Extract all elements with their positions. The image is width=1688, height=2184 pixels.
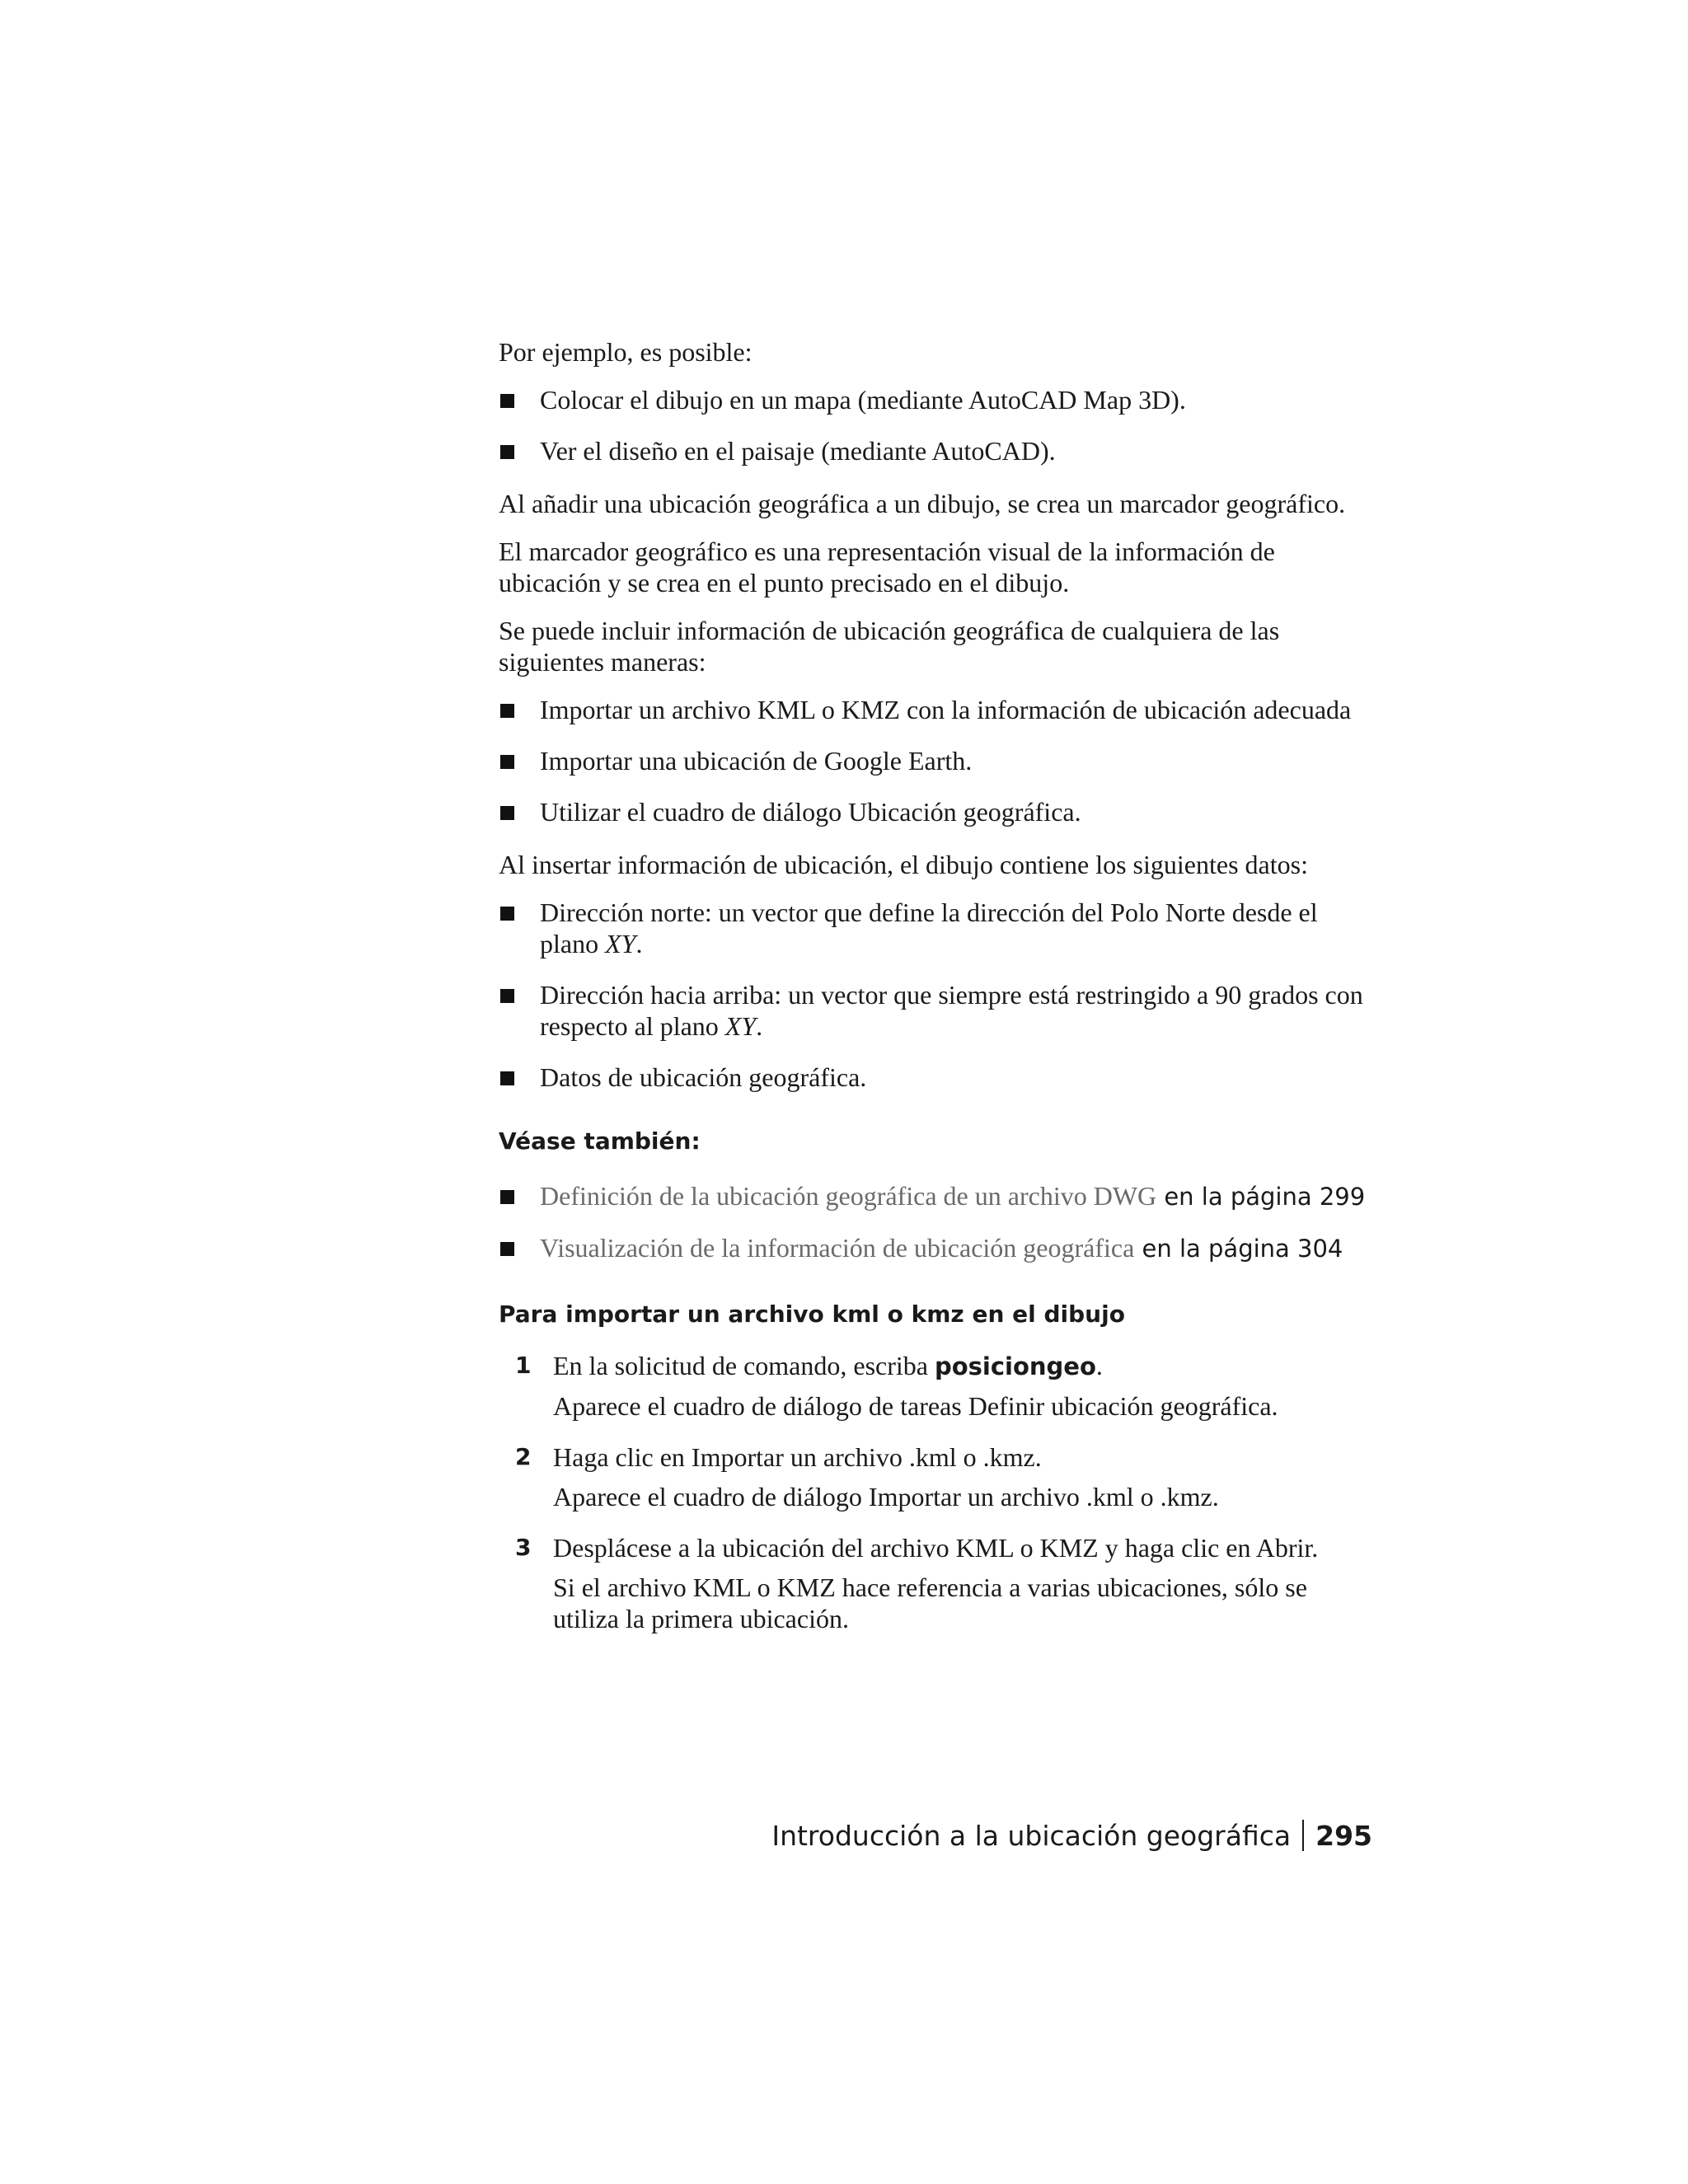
step-instruction: Haga clic en Importar un archivo .kml o .kmz. bbox=[553, 1442, 1042, 1472]
step-item bbox=[499, 1350, 1372, 1422]
bullet-square-icon bbox=[500, 806, 514, 820]
data-paragraph: Al insertar información de ubicación, el dibujo contiene los siguientes datos: bbox=[499, 850, 1308, 879]
link-view-geolocation[interactable]: Visualización de la información de ubicación geográfica bbox=[540, 1233, 1135, 1263]
list-item: Colocar el dibujo en un mapa (mediante AutoCAD Map 3D). bbox=[499, 384, 1372, 415]
step-result: Si el archivo KML o KMZ hace referencia a varias ubicaciones, sólo se utiliza la primera ubicación. bbox=[553, 1572, 1307, 1633]
step-item bbox=[499, 1441, 1372, 1512]
step-instruction: Desplácese a la ubicación del archivo KML o KMZ y haga clic en Abrir. bbox=[553, 1533, 1319, 1563]
procedure-steps bbox=[499, 1350, 1372, 1634]
bullet-square-icon bbox=[500, 1190, 514, 1204]
step-item bbox=[499, 1532, 1372, 1634]
step-instruction: En la solicitud de comando, escriba posiciongeo. bbox=[553, 1351, 1103, 1380]
page-reference: en la página 299 bbox=[1156, 1183, 1366, 1211]
step-number: 1 bbox=[515, 1352, 532, 1379]
data-list bbox=[499, 897, 1372, 1093]
list-item: Dirección norte: un vector que define la dirección del Polo Norte desde el plano XY. bbox=[499, 897, 1372, 959]
procedure-heading: Para importar un archivo kml o kmz en el dibujo bbox=[499, 1301, 1125, 1328]
list-item: Importar una ubicación de Google Earth. bbox=[499, 745, 1372, 776]
intro-paragraph: Por ejemplo, es posible: bbox=[499, 337, 753, 367]
marker-description-paragraph: El marcador geográfico es una representación visual de la información de ubicación y se crea en el punto precisado en el dibujo. bbox=[499, 537, 1275, 598]
list-item: Dirección hacia arriba: un vector que siempre está restringido a 90 grados con respecto al plano XY. bbox=[499, 979, 1372, 1042]
page-reference: en la página 304 bbox=[1134, 1235, 1343, 1263]
page-footer bbox=[771, 1820, 1372, 1854]
step-number: 3 bbox=[515, 1534, 532, 1561]
ways-paragraph: Se puede incluir información de ubicación geográfica de cualquiera de las siguientes maneras: bbox=[499, 616, 1280, 677]
see-also-list bbox=[499, 1180, 1372, 1264]
page-number: 295 bbox=[1315, 1820, 1372, 1852]
command-name: posiciongeo bbox=[934, 1352, 1096, 1380]
step-result: Aparece el cuadro de diálogo Importar un archivo .kml o .kmz. bbox=[553, 1482, 1219, 1511]
page-body bbox=[499, 336, 1372, 1654]
step-result: Aparece el cuadro de diálogo de tareas Definir ubicación geográfica. bbox=[553, 1391, 1278, 1421]
examples-list bbox=[499, 384, 1372, 466]
see-also-heading: Véase también: bbox=[499, 1127, 701, 1155]
marker-paragraph: Al añadir una ubicación geográfica a un dibujo, se crea un marcador geográfico. bbox=[499, 489, 1346, 518]
bullet-square-icon bbox=[500, 445, 514, 459]
bullet-square-icon bbox=[500, 1242, 514, 1256]
footer-section-title: Introducción a la ubicación geográfica bbox=[771, 1820, 1292, 1852]
list-item bbox=[499, 1180, 1372, 1212]
bullet-square-icon bbox=[500, 989, 514, 1003]
bullet-square-icon bbox=[500, 1071, 514, 1085]
step-number: 2 bbox=[515, 1443, 532, 1470]
bullet-square-icon bbox=[500, 907, 514, 921]
list-item: Datos de ubicación geográfica. bbox=[499, 1062, 1372, 1093]
footer-divider bbox=[1302, 1820, 1304, 1851]
list-item: Ver el diseño en el paisaje (mediante AutoCAD). bbox=[499, 435, 1372, 466]
list-item: Utilizar el cuadro de diálogo Ubicación geográfica. bbox=[499, 796, 1372, 827]
list-item bbox=[499, 1232, 1372, 1264]
list-item: Importar un archivo KML o KMZ con la información de ubicación adecuada bbox=[499, 694, 1372, 725]
bullet-square-icon bbox=[500, 394, 514, 408]
bullet-square-icon bbox=[500, 704, 514, 718]
ways-list bbox=[499, 694, 1372, 827]
bullet-square-icon bbox=[500, 755, 514, 769]
link-define-geolocation[interactable]: Definición de la ubicación geográfica de un archivo DWG bbox=[540, 1181, 1157, 1211]
